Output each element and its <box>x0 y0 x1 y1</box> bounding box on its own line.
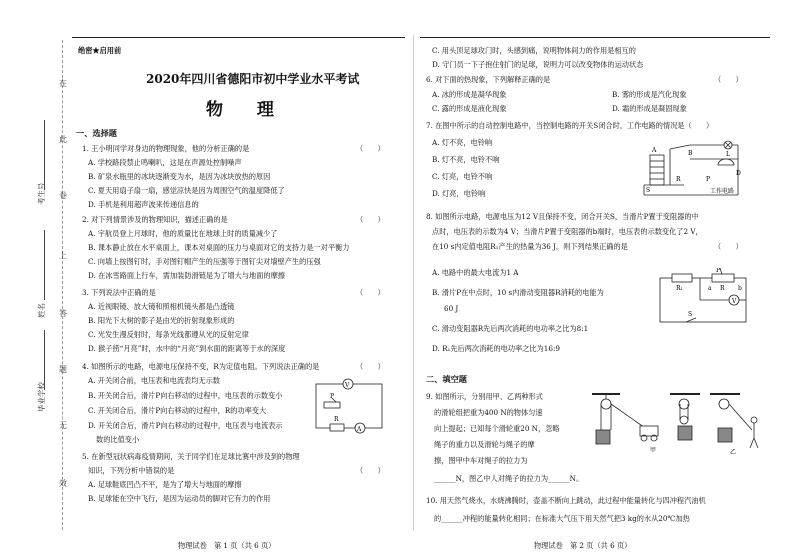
q7-relay-figure <box>640 135 752 201</box>
q8-label-s: S <box>688 311 693 318</box>
option-line: A. 电路中的最大电流为1 A <box>432 268 519 277</box>
option-line: D. R₁先后两次消耗的电功率之比为16:9 <box>432 344 560 353</box>
student-id-line <box>44 120 45 190</box>
binding-char: 答 <box>59 309 67 318</box>
question-line: 点时，电压表的示数为4 V；当滑片P置于变阻器的b端时，电压表的示数变化了2 V， <box>432 227 703 236</box>
binding-char: 上 <box>59 251 67 260</box>
q7-label-p: P <box>706 176 711 183</box>
option-line: A. 学校路段禁止鸣喇叭，这是在声源处控制噪声 <box>88 158 242 167</box>
student-id-label: 考生号 <box>37 182 46 205</box>
option-line: D. 守门员一下子抱住射门的足球，说明力可以改变物体的运动状态 <box>432 60 644 69</box>
section-heading: 二、填空题 <box>426 374 467 384</box>
option-line: C. 开关闭合后，滑片P向右移动的过程中，R的功率变大 <box>88 406 267 415</box>
option-line: 数的比值变小 <box>96 435 140 444</box>
binding-line <box>62 40 63 530</box>
question-line: 1. 王小明同学对身边的物理现象，他的分析正确的是 <box>82 144 250 153</box>
q7-label-s: S <box>646 187 651 194</box>
question-line: 3. 下列说法中正确的是 <box>82 288 156 297</box>
secret-label: 绝密★启用前 <box>78 46 122 55</box>
option-line: C. 露的形成是液化现象 <box>432 104 507 113</box>
binding-char: 卷 <box>59 191 67 200</box>
option-line: 60 J <box>444 304 459 313</box>
option-line: A. 冰的形成是凝华现象 <box>432 90 507 99</box>
name-label: 姓名 <box>37 303 46 318</box>
option-line: B. 雾的形成是汽化现象 <box>612 90 687 99</box>
option-line: B. 阳光下大树的影子是由光的折射现象形成的 <box>88 316 235 325</box>
question-line: 知识，下列分析中错误的是 <box>88 466 175 475</box>
exam-title: 2020年四川省德阳市初中学业水平考试 <box>146 72 360 86</box>
answer-blank: （ ） <box>714 242 743 251</box>
question-line: 2. 对下列情景涉及的物理知识，描述正确的是 <box>82 215 228 224</box>
answer-blank: （ ） <box>356 144 385 153</box>
q9-label-yi: 乙 <box>730 449 737 456</box>
option-line: D. 开关闭合后，滑片P向右移动的过程中，电压表与电流表示 <box>88 421 283 430</box>
question-line: 向上提起；已知每个滑轮重20 N，忽略 <box>434 424 560 433</box>
answer-blank: （ ） <box>356 288 385 297</box>
question-line: 9. 如图所示，分别用甲、乙两种形式 <box>426 392 543 401</box>
option-line: C. 灯亮，电铃不响 <box>432 172 493 181</box>
q4-label-a: A <box>357 426 362 433</box>
question-line: 7. 在图中所示的自动控制电路中，当控制电路的开关S闭合时，工作电路的情况是（ ） <box>426 121 714 130</box>
option-line: A. 足球鞋底凹凸不平，是为了增大与地面的摩擦 <box>88 480 242 489</box>
option-line: C. 滑动变阻器R先后两次消耗的电功率之比为8:1 <box>432 324 589 333</box>
answer-blank: （ ） <box>714 75 743 84</box>
option-line: C. 夏天用扇子扇一扇，感觉凉快是因为周围空气的温度降低了 <box>88 186 285 195</box>
question-line: 5. 在新型冠状病毒疫情期间，关于同学们在足球比赛中涉及到的物理 <box>82 452 300 461</box>
q8-circuit-figure <box>650 268 755 328</box>
question-line: 擦，图甲中车对绳子的拉力为 <box>434 456 528 465</box>
answer-blank: （ ） <box>356 466 385 475</box>
question-line: 的______冲程的能量转化相同；在标准大气压下用天然气把3 kg的水从20℃加热 <box>434 514 690 523</box>
option-line: C. 向墙上按图钉时，手对图钉帽产生的压强等于图钉尖对墙壁产生的压强 <box>88 257 321 266</box>
subject-title: 物 理 <box>206 100 288 120</box>
q7-caption: 工作电路 <box>710 188 735 195</box>
option-line: B. 灯不亮，电铃不响 <box>432 155 500 164</box>
q8-label-a: a <box>708 285 712 292</box>
option-line: D. 在冰雪路面上行车，需加装防滑链是为了增大与地面的摩擦 <box>88 271 285 280</box>
answer-blank: （ ） <box>356 362 385 371</box>
option-line: D. 灯亮，电铃响 <box>432 189 486 198</box>
option-line: A. 开关闭合前，电压表和电流表均无示数 <box>88 376 220 385</box>
option-line: B. 课本静止放在水平桌面上，课本对桌面的压力与桌面对它的支持力是一对平衡力 <box>88 243 350 252</box>
school-line <box>44 330 45 390</box>
q4-circuit-figure <box>310 374 388 436</box>
question-line: 8. 如图所示电路，电源电压为12 V且保持不变，闭合开关S，当滑片P置于变阻器的中 <box>426 212 699 221</box>
question-line: ______N，图乙中人对绳子的拉力为______N。 <box>434 474 584 483</box>
question-line: 6. 对下面的热现象，下列解释正确的是 <box>426 75 551 84</box>
binding-margin <box>0 0 70 560</box>
q8-label-p: P <box>716 268 721 274</box>
top-rule-right <box>420 37 770 38</box>
binding-char: 在 <box>59 79 67 88</box>
q4-label-v: V <box>345 382 350 389</box>
school-label: 毕业学校 <box>37 382 46 412</box>
q7-label-r: R <box>676 176 681 183</box>
option-line: B. 足球能在空中飞行，是因为运动员的脚对它有力的作用 <box>88 494 271 503</box>
option-line: B. 矿泉水瓶里的冰块逐渐变为水，是因为冰块放热的原因 <box>88 172 271 181</box>
option-line: C. 光发生漫反射时，每条光线都遵从光的反射定律 <box>88 330 249 339</box>
q7-label-a: A <box>652 147 657 154</box>
q9-pulley-figure <box>590 390 765 460</box>
binding-char: 此 <box>59 135 67 144</box>
question-line: 在10 s内定值电阻R₁产生的热量为36 J。则下列结果正确的是 <box>432 242 628 251</box>
top-rule-left <box>72 37 405 38</box>
page-footer-right: 物理试卷 第 2 页（共 6 页） <box>534 541 632 550</box>
q7-label-l: L <box>726 151 730 158</box>
section-heading: 一、选择题 <box>76 128 117 138</box>
binding-char: 效 <box>59 479 67 488</box>
question-line: 10. 用天然气烧水，水烧沸腾时，壶盖不断向上跳动，此过程中能量转化与四冲程汽油机 <box>426 496 706 505</box>
name-line <box>44 230 45 300</box>
option-line: C. 用头顶足球攻门时，头感到痛，说明物体间力的作用是相互的 <box>432 46 636 55</box>
q8-label-b: b <box>738 285 742 292</box>
column-divider <box>413 35 414 530</box>
question-line: 的滑轮组把重为400 N的物体匀速 <box>434 408 543 417</box>
option-line: B. 滑片P在中点时，10 s内滑动变阻器R消耗的电能为 <box>432 288 604 297</box>
question-line: 绳子的重力以及滑轮与绳子的摩 <box>434 440 535 449</box>
page-footer-left: 物理试卷 第 1 页（共 6 页） <box>178 541 276 550</box>
q8-label-r: R <box>720 285 725 292</box>
q4-label-p: P <box>330 393 335 400</box>
option-line: D. 霜的形成是凝固现象 <box>612 104 687 113</box>
option-line: D. 手机是利用超声波来传递信息的 <box>88 200 199 209</box>
question-line: 4. 如图所示的电路，电源电压保持不变，R为定值电阻。下列说法正确的是 <box>82 362 320 371</box>
option-line: A. 宇航员登上月球时，他的质量比在地球上时的质量减少了 <box>88 229 278 238</box>
q8-label-v: V <box>732 298 737 305</box>
answer-blank: （ ） <box>356 215 385 224</box>
q4-label-r: R <box>334 416 339 423</box>
binding-char: 题 <box>59 365 67 374</box>
q8-label-r1: R₁ <box>676 285 683 292</box>
q7-label-d: D <box>736 170 741 177</box>
option-line: A. 灯不亮，电铃响 <box>432 138 493 147</box>
q7-label-b: B <box>688 150 693 157</box>
option-line: A. 近视眼镜、放大镜和照相机镜头都是凸透镜 <box>88 302 235 311</box>
option-line: B. 开关闭合后，滑片P向右移动的过程中，电压表的示数变小 <box>88 391 283 400</box>
option-line: D. 猴子捞“月亮”时，水中的“月亮”到水面的距离等于水的深度 <box>88 344 286 353</box>
q9-label-jia: 甲 <box>650 447 657 454</box>
binding-char: 无 <box>59 421 67 430</box>
